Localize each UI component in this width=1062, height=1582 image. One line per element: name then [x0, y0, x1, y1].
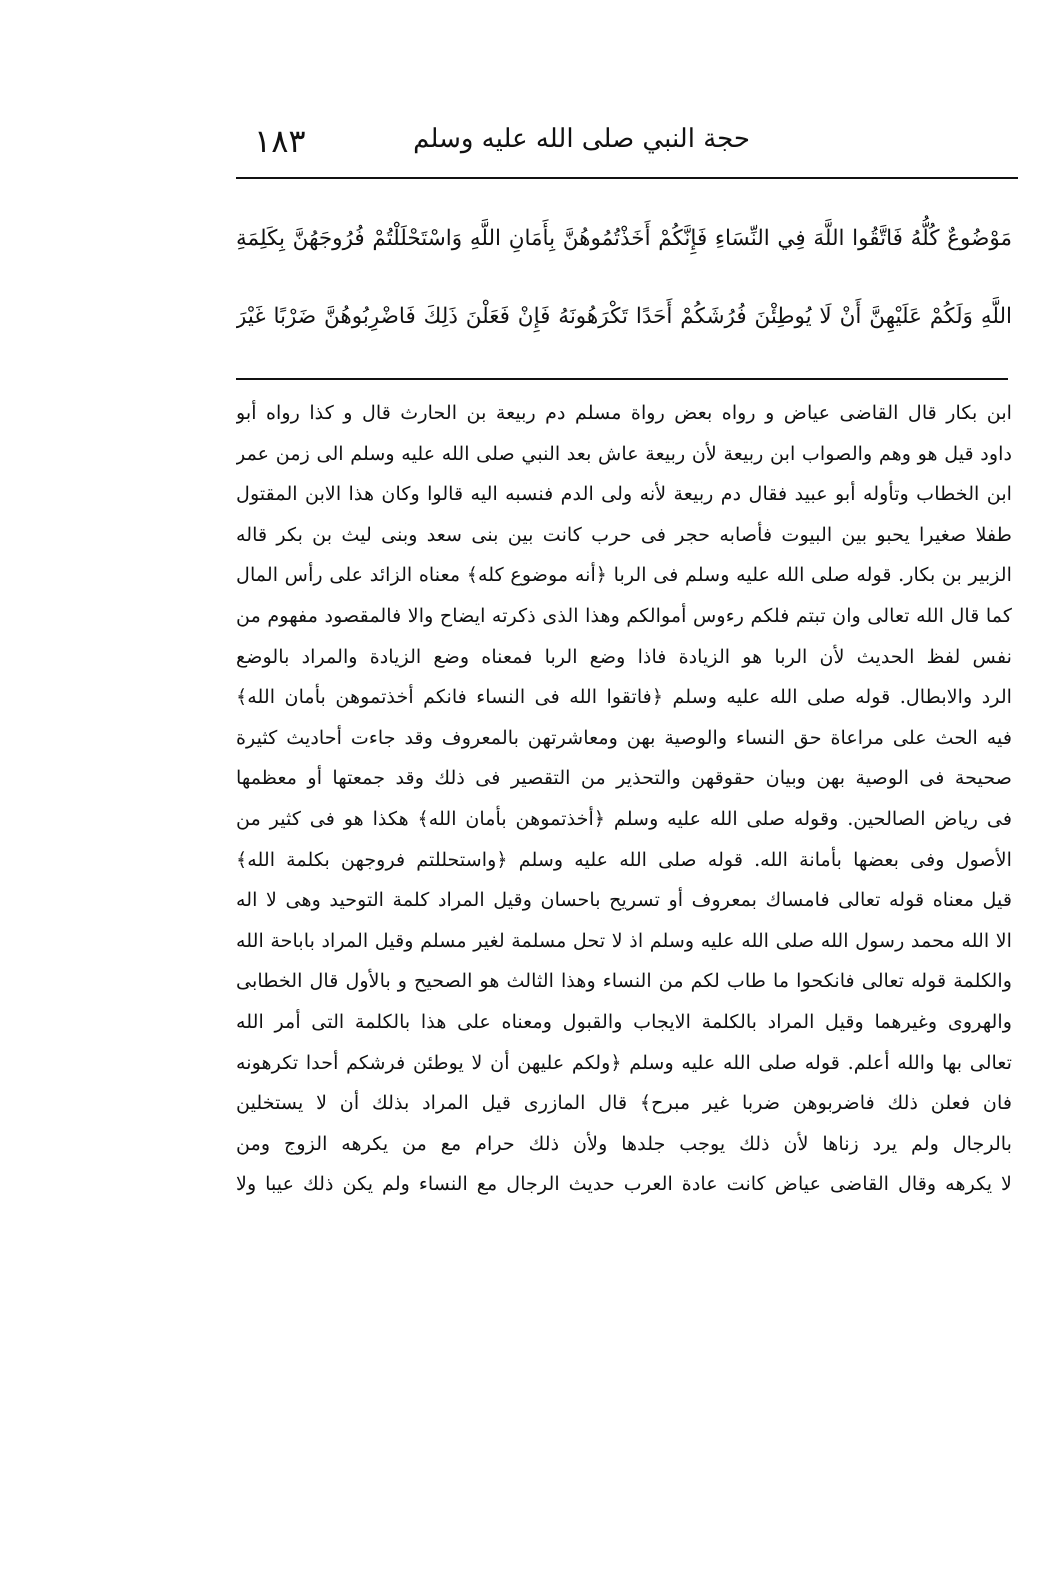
- hadith-line: مَوْضُوعٌ كُلُّهُ فَاتَّقُوا اللَّهَ فِي النِّسَاءِ فَإِنَّكُمْ أَخَذْتُمُوهُنَّ بِأَمَانِ اللَّهِ وَاسْتَحْلَلْتُمْ فُرُوجَهُنَّ بِكَلِمَةِ: [236, 226, 1012, 251]
- commentary-line: فان فعلن ذلك فاضربوهن ضربا غير مبرح﴾ قال المازرى قيل المراد بذلك أن لا يستخلين: [236, 1091, 1012, 1115]
- commentary-line: طفلا صغيرا يحبو بين البيوت فأصابه حجر فى حرب كانت بين بنى سعد وبنى ليث بن بكر قاله: [236, 522, 1012, 546]
- commentary-block: [236, 393, 1012, 1205]
- commentary-line: فى رياض الصالحين. وقوله صلى الله عليه وسلم ﴿أخذتموهن بأمان الله﴾ هكذا هو فى كثير من: [236, 806, 1012, 830]
- commentary-line: ابن بكار قال القاضى عياض و رواه بعض رواة مسلم دم ربيعة بن الحارث قال و كذا رواه أبو: [236, 401, 1012, 424]
- header-divider: [236, 177, 1018, 179]
- commentary-line: الرد والابطال. قوله صلى الله عليه وسلم ﴿فاتقوا الله فى النساء فانكم أخذتموهن بأمان الله﴾: [236, 685, 1012, 709]
- page-number: ١٨٣: [254, 122, 306, 160]
- hadith-text-block: [236, 200, 1012, 356]
- commentary-line: كما قال الله تعالى وان تبتم فلكم رءوس أموالكم وهذا الذى ذكرته ايضاح والا فالمقصود مفهوم من: [236, 603, 1012, 627]
- commentary-line: والهروى وغيرهما وقيل المراد بالكلمة الايجاب والقبول ومعناه على هذا بالكلمة التى أمر الله: [236, 1009, 1012, 1033]
- commentary-line: والكلمة قوله تعالى فانكحوا ما طاب لكم من النساء وهذا الثالث هو الصحيح و بالأول قال الخطابى: [236, 969, 1012, 993]
- commentary-line: لا يكرهه وقال القاضى عياض كانت عادة العرب حديث الرجال مع النساء ولم يكن ذلك عيبا ولا: [236, 1172, 1012, 1196]
- commentary-line: ابن الخطاب وتأوله أبو عبيد فقال دم ربيعة لأنه ولى الدم فنسبه اليه قالوا وكان هذا الابن المقتول: [236, 482, 1012, 506]
- hadith-line: اللَّهِ وَلَكُمْ عَلَيْهِنَّ أَنْ لَا يُوطِئْنَ فُرُشَكُمْ أَحَدًا تَكْرَهُونَهُ فَإِنْ فَعَلْنَ ذَلِكَ فَاضْرِبُوهُنَّ ضَرْبًا غَيْرَ: [236, 304, 1012, 329]
- commentary-line: صحيحة فى الوصية بهن وبيان حقوقهن والتحذير من التقصير فى ذلك وقد جمعتها أو معظمها: [236, 766, 1012, 790]
- section-divider: [236, 378, 1008, 380]
- commentary-line: نفس لفظ الحديث لأن الربا هو الزيادة فاذا وضع الربا فمعناه وضع الزيادة والمراد بالوضع: [236, 644, 1012, 668]
- commentary-line: الزبير بن بكار. قوله صلى الله عليه وسلم فى الربا ﴿أنه موضوع كله﴾ معناه الزائد على رأس المال: [236, 563, 1012, 587]
- page-header: [230, 120, 1020, 180]
- commentary-line: بالرجال ولم يرد زناها لأن ذلك يوجب جلدها ولأن ذلك حرام مع من يكرهه الزوج ومن: [236, 1131, 1012, 1155]
- commentary-line: الأصول وفى بعضها بأمانة الله. قوله صلى الله عليه وسلم ﴿واستحللتم فروجهن بكلمة الله﴾: [236, 847, 1012, 871]
- commentary-line: الا الله محمد رسول الله صلى الله عليه وسلم اذ لا تحل مسلمة لغير مسلم وقيل المراد باباحة الله: [236, 928, 1012, 952]
- running-title: حجة النبي صلى الله عليه وسلم: [413, 124, 750, 154]
- commentary-line: داود قيل هو وهم والصواب ابن ربيعة لأن ربيعة عاش بعد النبي صلى الله عليه وسلم الى زمن عمر: [236, 441, 1012, 465]
- commentary-line: قيل معناه قوله تعالى فامساك بمعروف أو تسريح باحسان وقيل المراد كلمة التوحيد وهى لا اله: [236, 888, 1012, 912]
- commentary-line: فيه الحث على مراعاة حق النساء والوصية بهن ومعاشرتهن بالمعروف وقد جاءت أحاديث كثيرة: [236, 725, 1012, 749]
- commentary-line: تعالى بها والله أعلم. قوله صلى الله عليه وسلم ﴿ولكم عليهن أن لا يوطئن فرشكم أحدا تكرهونه: [236, 1050, 1012, 1074]
